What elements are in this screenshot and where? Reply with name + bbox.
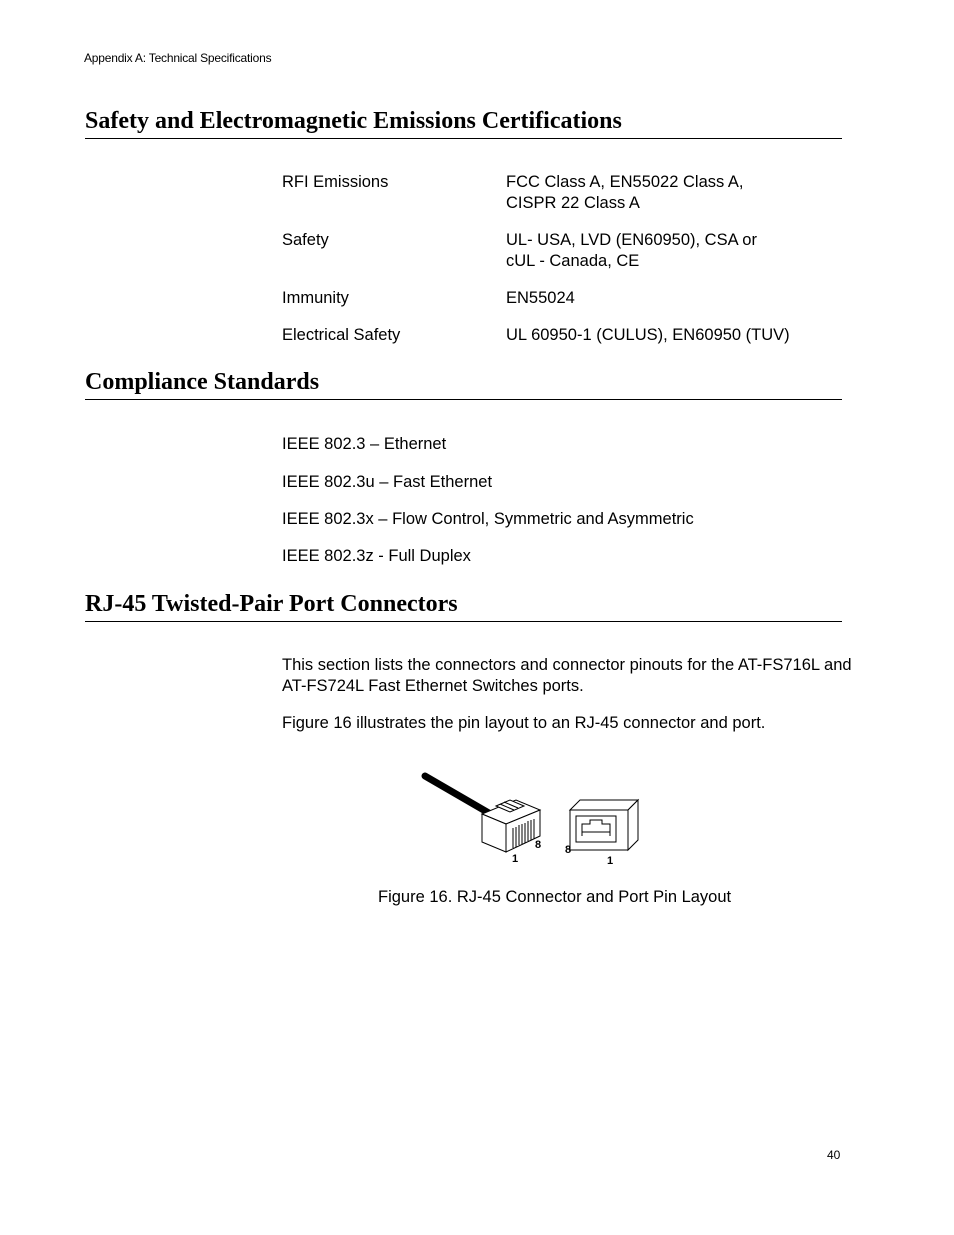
section-title-rj45: RJ-45 Twisted-Pair Port Connectors: [85, 590, 842, 622]
rj45-plug-icon: [482, 800, 540, 852]
standard-item: IEEE 802.3x – Flow Control, Symmetric and Asymmetric: [282, 510, 694, 528]
intro-paragraph: This section lists the connectors and connector pinouts for the AT-FS716L and AT-FS724L Fast Ethernet Switches ports.: [282, 656, 852, 695]
spec-value: EN55024: [506, 289, 575, 307]
port-pin-8-label: 8: [565, 844, 572, 856]
page-number: 40: [827, 1148, 841, 1162]
rj45-figure: [420, 770, 650, 875]
rj45-port-icon: [570, 800, 638, 850]
spec-value: UL- USA, LVD (EN60950), CSA or cUL - Canada, CE: [506, 231, 757, 270]
figure-reference-paragraph: Figure 16 illustrates the pin layout to an RJ-45 connector and port.: [282, 714, 766, 732]
spec-label: RFI Emissions: [282, 173, 389, 191]
section-title-safety: Safety and Electromagnetic Emissions Certifications: [85, 107, 842, 139]
spec-label: Safety: [282, 231, 329, 249]
standard-item: IEEE 802.3 – Ethernet: [282, 435, 447, 453]
standard-item: IEEE 802.3z - Full Duplex: [282, 547, 471, 565]
connector-pin-1-label: 1: [512, 853, 519, 865]
running-header: Appendix A: Technical Specifications: [84, 51, 272, 65]
cable-icon: [425, 776, 494, 816]
spec-value: UL 60950-1 (CULUS), EN60950 (TUV): [506, 326, 790, 344]
spec-label: Electrical Safety: [282, 326, 401, 344]
standard-item: IEEE 802.3u – Fast Ethernet: [282, 473, 493, 491]
section-title-compliance: Compliance Standards: [85, 368, 842, 400]
port-pin-1-label: 1: [607, 855, 614, 867]
rj45-illustration: [420, 770, 650, 870]
spec-label: Immunity: [282, 289, 349, 307]
figure-caption: Figure 16. RJ-45 Connector and Port Pin Layout: [378, 888, 732, 906]
connector-pin-8-label: 8: [535, 839, 542, 851]
spec-value: FCC Class A, EN55022 Class A, CISPR 22 Class A: [506, 173, 744, 212]
